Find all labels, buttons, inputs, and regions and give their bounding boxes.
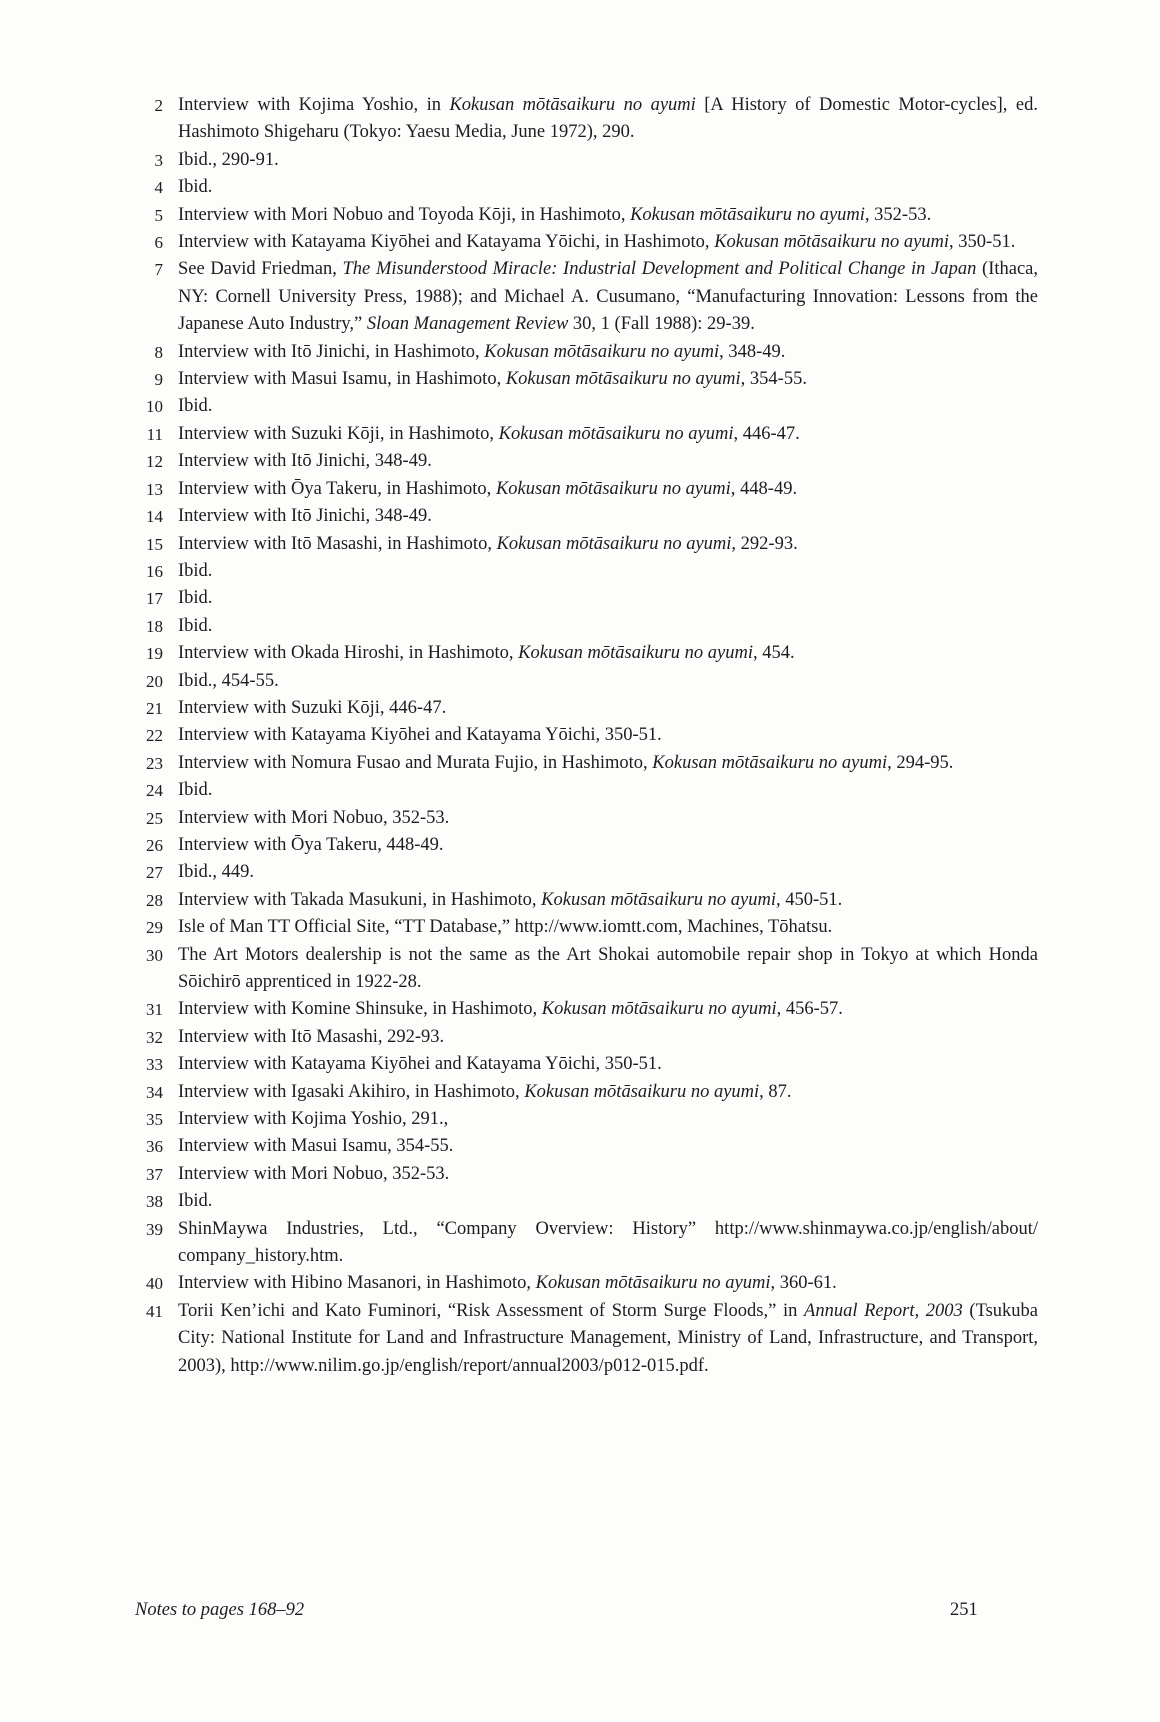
note-text [178,1106,1038,1133]
note-text [178,147,1038,174]
note-text-segment: See David Friedman, [178,259,343,280]
note-text [178,1270,1038,1297]
note-text-italic-segment: The Misunderstood Miracle: Industrial Development and Political Change in Japan [342,259,977,280]
note-number: 33 [146,1055,163,1075]
note-number: 31 [146,1000,163,1020]
note-text [178,722,1038,749]
note-text-italic-segment: Kokusan mōtāsaikuru no ayumi [652,752,888,773]
note-item [0,722,1160,749]
note-number: 10 [146,397,163,417]
note-text-segment: Interview with Itō Jinichi, 348-49. [178,451,432,472]
note-number: 20 [146,671,163,691]
note-text-segment: , 87. [759,1081,792,1102]
note-item [0,1024,1160,1051]
note-text-segment: , 448-49. [730,478,798,499]
note-text-segment: , 446-47. [733,423,800,444]
note-text-segment: , 354-55. [740,369,807,390]
note-item [0,668,1160,695]
note-text-segment: Interview with Mori Nobuo, 352-53. [178,807,450,828]
note-text-segment: Ibid., 449. [178,862,255,883]
note-text-italic-segment: Kokusan mōtāsaikuru no ayumi [541,999,777,1020]
note-item [0,777,1160,804]
note-text [178,558,1038,585]
note-item [0,1298,1160,1380]
note-item [0,1216,1160,1271]
note-item [0,832,1160,859]
note-text-segment: (Ithaca, NY: Cornell University Press, 1988); and Michael A. Cusumano, “Manufacturing Innovation: Lessons from the Japanese Auto Industry,” [178,259,1038,335]
note-text [178,421,1038,448]
note-text-italic-segment: Kokusan mōtāsaikuru no ayumi [535,1273,771,1294]
note-item [0,393,1160,420]
note-text-segment: , 348-49. [719,341,786,362]
note-number: 17 [146,589,163,609]
note-number: 13 [146,479,163,499]
note-text-italic-segment: Kokusan mōtāsaikuru no ayumi [495,478,731,499]
note-number: 30 [146,945,163,965]
note-item [0,1051,1160,1078]
note-text-segment: Ibid., 290-91. [178,149,279,170]
note-text-italic-segment: Kokusan mōtāsaikuru no ayumi [518,643,753,664]
note-text [178,1188,1038,1215]
note-text [178,832,1038,859]
note-number: 22 [146,726,163,746]
note-item [0,613,1160,640]
note-text [178,1216,1038,1271]
note-text [178,503,1038,530]
note-text-segment: Interview with Suzuki Kōji, in Hashimoto, [178,423,499,444]
note-text-italic-segment: Annual Report, 2003 [804,1300,963,1321]
note-text-segment: Interview with Kojima Yoshio, in [178,95,450,115]
note-text-segment: Interview with Okada Hiroshi, in Hashimoto, [178,643,519,664]
note-text [178,448,1038,475]
note-text [178,887,1038,914]
note-text-segment: Interview with Itō Masashi, 292-93. [178,1026,445,1047]
note-number: 11 [146,424,163,444]
note-number: 36 [146,1137,163,1157]
note-number: 34 [146,1082,163,1102]
note-text [178,585,1038,612]
note-text-italic-segment: Kokusan mōtāsaikuru no ayumi [541,889,777,910]
note-text-segment: , 352-53. [864,204,932,225]
note-text-segment: Torii Ken’ichi and Kato Fuminori, “Risk Assessment of Storm Surge Floods,” in [178,1300,805,1321]
note-item [0,366,1160,393]
note-text [178,1161,1038,1188]
note-item [0,256,1160,338]
note-text [178,531,1038,558]
note-number: 19 [146,644,163,664]
note-item [0,695,1160,722]
note-number: 6 [154,233,163,253]
note-item [0,174,1160,201]
note-item [0,476,1160,503]
note-text-segment: Interview with Mori Nobuo and Toyoda Kōji, in Hashimoto, [178,204,631,225]
note-text-segment: Interview with Igasaki Akihiro, in Hashimoto, [178,1081,525,1102]
note-text-segment: ShinMaywa Industries, Ltd., “Company Overview: History” http://www.shinmaywa.co.jp/english/about/company_history.htm. [178,1218,1038,1267]
note-text [178,640,1038,667]
note-text [178,613,1038,640]
note-text-segment: , 456-57. [776,999,843,1020]
note-number: 14 [146,507,163,527]
note-text-segment: , 292-93. [731,533,798,554]
note-item [0,750,1160,777]
note-number: 27 [146,863,163,883]
note-number: 16 [146,561,163,581]
note-item [0,92,1160,147]
note-text-segment: (Tsukuba City: National Institute for Land and Infrastructure Management, Ministry of Land, Infrastructure, and Transport, 2003), http://www.nilim.go.jp/english/report/annual2003/p012-015.pdf. [178,1300,1038,1376]
note-item [0,202,1160,229]
note-item [0,1133,1160,1160]
note-text [178,859,1038,886]
note-text [178,393,1038,420]
note-text-segment: Interview with Kojima Yoshio, 291., [178,1109,449,1130]
note-text-segment: Interview with Komine Shinsuke, in Hashimoto, [178,999,542,1020]
note-item [0,1188,1160,1215]
note-number: 35 [146,1110,163,1130]
note-item [0,421,1160,448]
note-item [0,914,1160,941]
note-item [0,996,1160,1023]
note-item [0,448,1160,475]
note-number: 39 [146,1219,163,1239]
note-item [0,147,1160,174]
note-text-segment: Interview with Suzuki Kōji, 446-47. [178,697,447,718]
note-text [178,805,1038,832]
note-text-italic-segment: Kokusan mōtāsaikuru no ayumi [714,232,950,253]
note-number: 7 [154,260,163,280]
note-text-segment: [A History of Domestic Motor-cycles], ed. Hashimoto Shigeharu (Tokyo: Yaesu Media, June 1972), 290. [178,95,1038,143]
note-number: 37 [146,1164,163,1184]
note-text-segment: , 360-61. [770,1273,837,1294]
note-number: 5 [154,205,163,225]
note-number: 9 [154,370,163,390]
note-text-segment: Interview with Katayama Kiyōhei and Katayama Yōichi, 350-51. [178,1054,662,1075]
note-text [178,256,1038,338]
note-number: 23 [146,753,163,773]
note-text-segment: Interview with Takada Masukuni, in Hashimoto, [178,889,542,910]
note-number: 2 [154,96,163,115]
note-item [0,805,1160,832]
note-number: 38 [146,1192,163,1212]
note-item [0,1161,1160,1188]
note-text-segment: Interview with Ōya Takeru, 448-49. [178,834,444,855]
note-item [0,585,1160,612]
note-item [0,859,1160,886]
note-number: 24 [146,781,163,801]
note-text-segment: Interview with Masui Isamu, in Hashimoto, [178,369,506,390]
note-text [178,229,1038,256]
note-item [0,339,1160,366]
note-text-segment: Ibid., 454-55. [178,670,279,691]
note-text-italic-segment: Kokusan mōtāsaikuru no ayumi [496,533,732,554]
note-item [0,942,1160,997]
note-item [0,558,1160,585]
note-item [0,1106,1160,1133]
note-text-segment: Ibid. [178,560,213,581]
note-text [178,1024,1038,1051]
note-number: 18 [146,616,163,636]
footer-running-head: Notes to pages 168–92 [135,1600,305,1620]
note-number: 40 [146,1274,163,1294]
note-item [0,640,1160,667]
note-item [0,503,1160,530]
note-text-segment: The Art Motors dealership is not the same as the Art Shokai automobile repair shop in Tokyo at which Honda Sōichirō apprenticed in 1922-28. [178,944,1038,992]
note-text [178,695,1038,722]
note-number: 12 [146,452,163,472]
endnotes-list [0,92,1160,1380]
note-text-segment: Interview with Masui Isamu, 354-55. [178,1136,454,1157]
note-text [178,1051,1038,1078]
note-text-segment: Isle of Man TT Official Site, “TT Database,” http://www.iomtt.com, Machines, Tōhatsu. [178,917,833,938]
note-text [178,668,1038,695]
note-text [178,942,1038,997]
note-number: 28 [146,890,163,910]
note-text-italic-segment: Kokusan mōtāsaikuru no ayumi [449,95,696,115]
note-number: 4 [154,178,163,198]
note-text-segment: Interview with Ōya Takeru, in Hashimoto, [178,478,496,499]
note-text-italic-segment: Kokusan mōtāsaikuru no ayumi [498,423,734,444]
note-text [178,1133,1038,1160]
note-text [178,202,1038,229]
note-text-italic-segment: Sloan Management Review [366,314,569,335]
note-item [0,887,1160,914]
note-number: 25 [146,808,163,828]
note-text-segment: Interview with Katayama Kiyōhei and Katayama Yōichi, in Hashimoto, [178,232,715,253]
note-item [0,1079,1160,1106]
note-text [178,1298,1038,1380]
note-text-segment: Interview with Nomura Fusao and Murata Fujio, in Hashimoto, [178,752,653,773]
note-number: 21 [146,698,163,718]
note-text-segment: Ibid. [178,396,213,417]
note-text-segment: Interview with Katayama Kiyōhei and Katayama Yōichi, 350-51. [178,725,662,746]
note-number: 32 [146,1027,163,1047]
note-text-segment: Ibid. [178,588,213,609]
note-text-italic-segment: Kokusan mōtāsaikuru no ayumi [484,341,720,362]
note-text-italic-segment: Kokusan mōtāsaikuru no ayumi [630,204,865,225]
note-text-italic-segment: Kokusan mōtāsaikuru no ayumi [505,369,741,390]
note-text-segment: Ibid. [178,177,213,198]
note-text-segment: Interview with Itō Jinichi, 348-49. [178,506,432,527]
note-number: 41 [146,1301,163,1321]
note-text [178,366,1038,393]
note-number: 3 [154,150,163,170]
note-item [0,229,1160,256]
note-item [0,531,1160,558]
note-text-segment: Interview with Itō Masashi, in Hashimoto, [178,533,497,554]
note-text-segment: Ibid. [178,780,213,801]
note-text-segment: , 454. [752,643,795,664]
note-text [178,777,1038,804]
note-number: 26 [146,835,163,855]
note-text [178,174,1038,201]
note-text [178,1079,1038,1106]
note-item [0,1270,1160,1297]
note-text-segment: 30, 1 (Fall 1988): 29-39. [568,314,755,335]
note-number: 8 [154,342,163,362]
note-text-segment: , 294-95. [887,752,954,773]
note-text-segment: Ibid. [178,615,213,636]
note-text-segment: Interview with Hibino Masanori, in Hashimoto, [178,1273,536,1294]
note-text [178,914,1038,941]
note-text [178,92,1038,147]
footer-page-number: 251 [950,1600,978,1620]
note-text [178,750,1038,777]
note-text-segment: Interview with Mori Nobuo, 352-53. [178,1163,450,1184]
note-text-segment: , 350-51. [949,232,1016,253]
note-text-segment: Interview with Itō Jinichi, in Hashimoto, [178,341,485,362]
note-text-italic-segment: Kokusan mōtāsaikuru no ayumi [524,1081,760,1102]
note-text [178,476,1038,503]
note-text-segment: Ibid. [178,1191,213,1212]
note-number: 15 [146,534,163,554]
note-number: 29 [146,918,163,938]
note-text-segment: , 450-51. [776,889,843,910]
note-text [178,996,1038,1023]
note-text [178,339,1038,366]
